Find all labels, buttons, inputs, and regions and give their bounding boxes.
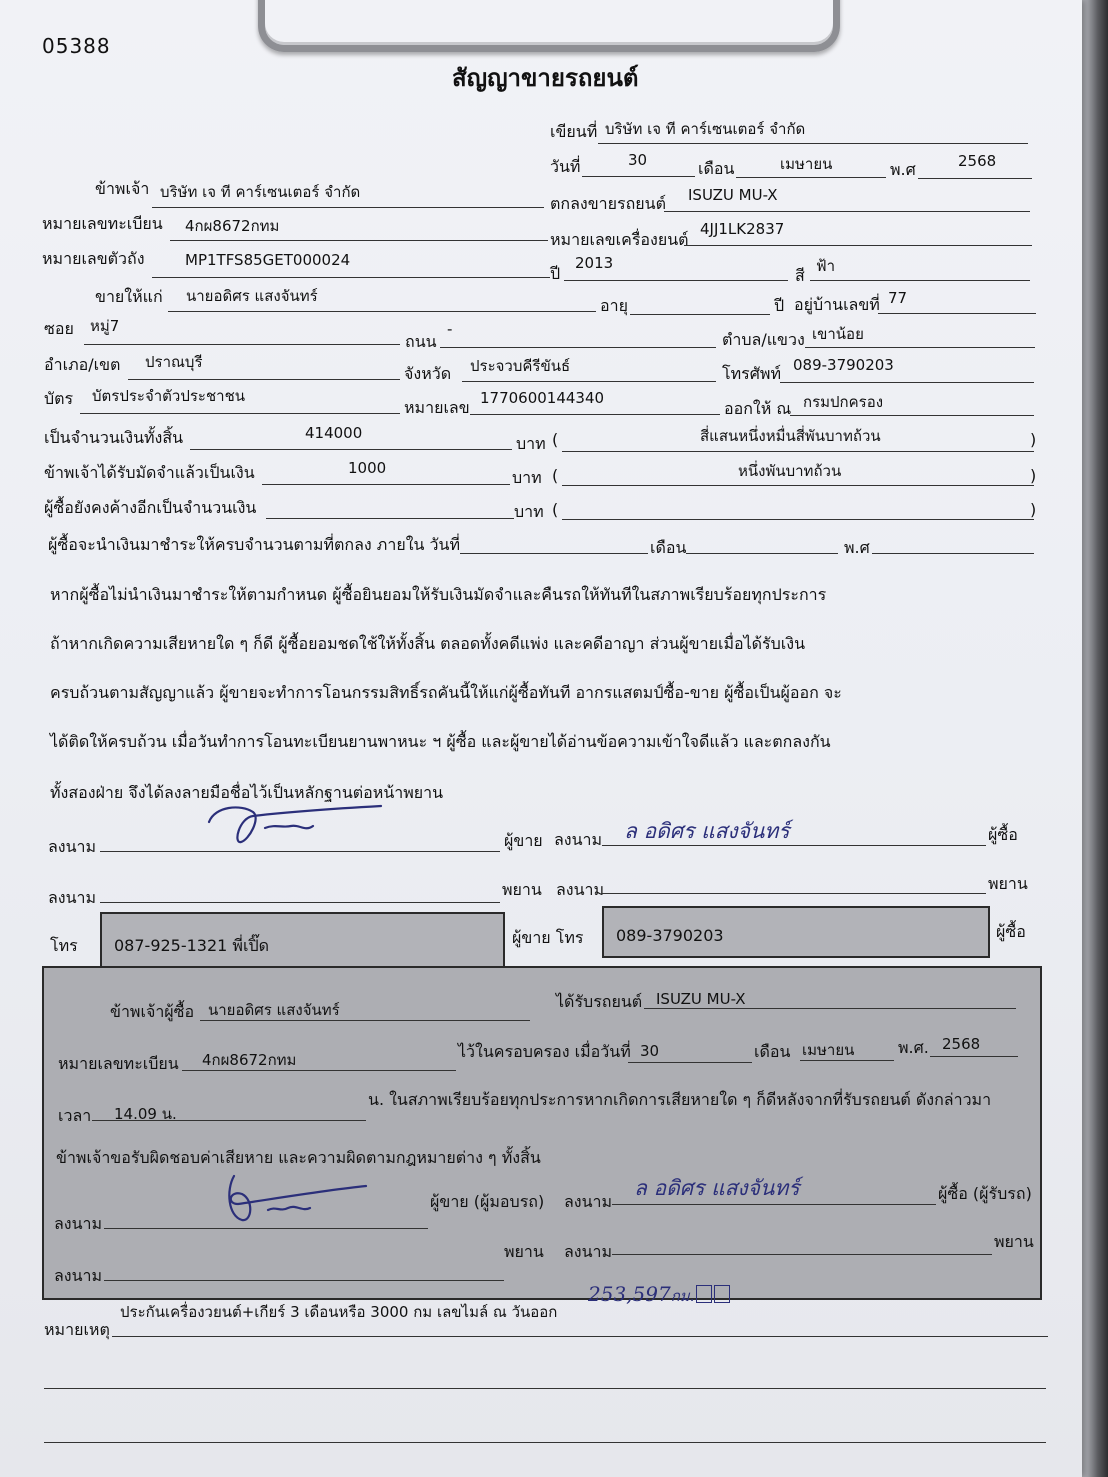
month-line: [736, 177, 886, 178]
age-year-label: ปี: [774, 296, 785, 315]
buyer-name-line: [168, 311, 596, 312]
color-value: ฟ้า: [816, 257, 836, 275]
engine-no-line: [684, 245, 1032, 246]
remark-mileage-unit: กม.: [670, 1287, 695, 1305]
total-open-paren: (: [552, 430, 559, 449]
issued-at-line: [790, 415, 1034, 416]
total-value: 414000: [305, 424, 363, 442]
reg-no-value: 4กผ8672กทม: [185, 217, 280, 235]
month-value: เมษายน: [780, 155, 833, 173]
subdistrict-value: เขาน้อย: [812, 325, 864, 343]
district-value: ปราณบุรี: [145, 353, 203, 371]
receipt-reg-label: หมายเลขทะเบียน: [58, 1054, 179, 1073]
receipt-car-label: ได้รับรถยนต์: [556, 992, 643, 1011]
receipt-time-label: เวลา: [58, 1106, 92, 1125]
district-line: [128, 379, 400, 380]
car-value: ISUZU MU-X: [688, 186, 778, 204]
chassis-no-label: หมายเลขตัวถัง: [42, 249, 145, 268]
remark-mileage-value: 253,597: [588, 1282, 671, 1306]
province-value: ประจวบคีรีขันธ์: [470, 357, 571, 375]
house-no-label: อยู่บ้านเลขที่: [794, 295, 880, 314]
total-close-paren: ): [1030, 430, 1037, 449]
color-label: สี: [795, 266, 805, 285]
receipt-year-line: [930, 1056, 1018, 1057]
seller-signature: [195, 796, 395, 852]
day-label: วันที่: [550, 157, 581, 176]
engine-no-value: 4JJ1LK2837: [700, 220, 785, 238]
deposit-value: 1000: [348, 459, 387, 477]
phone-value: 089-3790203: [793, 356, 894, 374]
buyer-sign-role: ผู้ซื้อ: [988, 825, 1018, 844]
chassis-no-value: MP1TFS85GET000024: [185, 251, 351, 269]
witness-2-sign-label: ลงนาม: [556, 880, 605, 899]
remaining-baht-label: บาท: [514, 502, 544, 521]
year-be-value: 2568: [958, 152, 997, 170]
remaining-label: ผู้ซื้อยังคงค้างอีกเป็นจำนวนเงิน: [44, 498, 257, 517]
remark-line-3: [44, 1442, 1046, 1443]
witness-2-role: พยาน: [988, 874, 1028, 893]
buyer-sign-label: ลงนาม: [554, 830, 603, 849]
remaining-line: [266, 518, 514, 519]
pay-by-year-label: พ.ศ: [844, 538, 870, 557]
receipt-buyer-sign-label: ลงนาม: [564, 1192, 613, 1211]
road-value: -: [447, 320, 453, 338]
remaining-words-line: [562, 519, 1034, 520]
day-line: [582, 176, 695, 177]
written-at-value: บริษัท เจ ที คาร์เซนเตอร์ จำกัด: [605, 120, 806, 138]
pay-by-day-line: [460, 553, 648, 554]
agree-sell-label: ตกลงขายรถยนต์: [550, 194, 666, 213]
remaining-open-paren: (: [552, 500, 559, 519]
deposit-baht-label: บาท: [512, 468, 542, 487]
engine-no-label: หมายเลขเครื่องยนต์: [550, 230, 689, 249]
card-value: บัตรประจำตัวประชาชน: [92, 387, 246, 405]
issued-at-label: ออกให้ ณ: [724, 399, 792, 418]
terms-line-2: ถ้าหากเกิดความเสียหายใด ๆ ก็ดี ผู้ซื้อยอมชดใช้ให้ทั้งสิ้น ตลอดทั้งคดีแพ่ง และคดีอาญา ส่วนผู้ขายเมื่อได้รับเงิน: [50, 634, 806, 653]
receipt-witness-2-line: [612, 1254, 992, 1255]
color-line: [810, 280, 1030, 281]
pay-by-month-line: [686, 553, 838, 554]
province-line: [462, 381, 716, 382]
buyer-tel-value: 089-3790203: [616, 926, 724, 945]
receipt-seller-sign-label: ลงนาม: [54, 1214, 103, 1233]
written-at-label: เขียนที่: [550, 122, 598, 141]
seller-name-value: บริษัท เจ ที คาร์เซนเตอร์ จำกัด: [160, 183, 361, 201]
receipt-buyer-label: ข้าพเจ้าผู้ซื้อ: [110, 1002, 195, 1021]
car-line: [664, 211, 1030, 212]
card-label: บัตร: [44, 389, 74, 408]
receipt-year-value: 2568: [942, 1035, 981, 1053]
year-value: 2013: [575, 254, 614, 272]
receipt-seller-sign-line: [104, 1228, 428, 1229]
soi-label: ซอย: [44, 319, 74, 338]
car-receipt-section: [42, 966, 1042, 1300]
deposit-line: [262, 484, 510, 485]
clipboard-clip: [258, 0, 840, 52]
house-no-line: [878, 313, 1036, 314]
receipt-condition-text: น. ในสภาพเรียบร้อยทุกประการหากเกิดการเสียหายใด ๆ ก็ดีหลังจากที่รับรถยนต์ ดังกล่าวมา: [368, 1090, 992, 1109]
deposit-words-value: หนึ่งพันบาทถ้วน: [738, 462, 842, 480]
receipt-month-label: เดือน: [754, 1042, 791, 1061]
remark-line-1: [112, 1336, 1048, 1337]
buyer-name-value: นายอดิศร แสงจันทร์: [186, 287, 318, 305]
witness-2-sign-line: [602, 893, 986, 894]
road-line: [440, 347, 716, 348]
witness-1-role: พยาน: [502, 880, 542, 899]
terms-line-5: ทั้งสองฝ่าย จึงได้ลงลายมือชื่อไว้เป็นหลักฐานต่อหน้าพยาน: [50, 783, 444, 802]
total-line: [190, 449, 512, 450]
document-number: 05388: [42, 34, 111, 58]
receipt-car-line: [644, 1008, 1016, 1009]
pay-by-label: ผู้ซื้อจะนำเงินมาชำระให้ครบจำนวนตามที่ตกลง ภายใน วันที่: [48, 535, 461, 554]
age-label: อายุ: [600, 296, 628, 315]
year-be-label: พ.ศ: [890, 160, 916, 179]
phone-label: โทรศัพท์: [722, 364, 781, 383]
soi-line: [84, 344, 400, 345]
document-title: สัญญาขายรถยนต์: [452, 64, 639, 92]
card-no-label: หมายเลข: [404, 398, 470, 417]
total-words-line: [562, 451, 1034, 452]
chassis-no-line: [152, 277, 550, 278]
year-label: ปี: [550, 264, 561, 283]
card-line: [80, 413, 400, 414]
house-no-value: 77: [888, 289, 908, 307]
remark-text: ประกันเครื่องวยนต์+เกียร์ 3 เดือนหรือ 3000 กม เลขไมล์ ณ วันออก: [120, 1303, 558, 1321]
receipt-possession-label: ไว้ในครอบครอง เมื่อวันที่: [458, 1042, 631, 1061]
receipt-witness-1-sign-label: ลงนาม: [54, 1266, 103, 1285]
receipt-day-line: [628, 1062, 752, 1063]
receipt-buyer-signature: ล อดิศร แสงจันทร์: [634, 1176, 800, 1200]
pay-by-year-line: [872, 553, 1034, 554]
receipt-month-value: เมษายน: [802, 1041, 855, 1059]
deposit-words-line: [562, 485, 1034, 486]
witness-1-sign-label: ลงนาม: [48, 888, 97, 907]
checkbox-1: [696, 1285, 712, 1303]
total-baht-label: บาท: [516, 434, 546, 453]
receipt-witness-2-role: พยาน: [994, 1232, 1034, 1251]
receipt-time-value: 14.09 น.: [114, 1105, 177, 1123]
card-no-value: 1770600144340: [480, 389, 605, 407]
issued-at-value: กรมปกครอง: [803, 393, 884, 411]
remark-mileage: [588, 1282, 730, 1308]
checkbox-2: [714, 1285, 730, 1303]
month-label: เดือน: [698, 159, 735, 178]
soi-value: หมู่7: [90, 317, 120, 335]
total-label: เป็นจำนวนเงินทั้งสิ้น: [44, 428, 184, 447]
deposit-close-paren: ): [1030, 466, 1037, 485]
receipt-liability-text: ข้าพเจ้าขอรับผิดชอบค่าเสียหาย และความผิดตามกฎหมายต่าง ๆ ทั้งสิ้น: [56, 1148, 541, 1167]
terms-line-4: ได้ติดให้ครบถ้วน เมื่อวันทำการโอนทะเบียนยานพาหนะ ฯ ผู้ซื้อ และผู้ขายได้อ่านข้อความเข้าใจดีแล้ว และตกลงกัน: [50, 732, 831, 751]
receipt-day-value: 30: [640, 1042, 660, 1060]
total-words-value: สี่แสนหนึ่งหมื่นสี่พันบาทถ้วน: [700, 427, 881, 445]
road-label: ถนน: [405, 332, 437, 351]
receipt-buyer-role: ผู้ซื้อ (ผู้รับรถ): [938, 1184, 1032, 1203]
seller-sign-label: ลงนาม: [48, 837, 97, 856]
sell-to-label: ขายให้แก่: [95, 287, 163, 306]
district-label: อำเภอ/เขต: [44, 355, 121, 374]
tel-label: โทร: [50, 936, 78, 955]
seller-tel-value: 087-925-1321 พี่เปิ๊ด: [114, 936, 269, 955]
subdistrict-line: [805, 347, 1035, 348]
seller-tel-box: [100, 912, 505, 968]
year-line: [564, 280, 788, 281]
seller-label: ข้าพเจ้า: [95, 179, 150, 198]
receipt-seller-role: ผู้ขาย (ผู้มอบรถ): [430, 1192, 545, 1211]
witness-1-sign-line: [100, 902, 500, 903]
buyer-tel-box: [602, 906, 990, 958]
written-at-line: [598, 143, 1028, 144]
buyer-signature: ล อดิศร แสงจันทร์: [624, 819, 790, 843]
terms-line-1: หากผู้ซื้อไม่นำเงินมาชำระให้ตามกำหนด ผู้ซื้อยินยอมให้รับเงินมัดจำและคืนรถให้ทันทีในสภาพเรียบร้อยทุกประการ: [50, 585, 827, 604]
remark-line-2: [44, 1388, 1046, 1389]
card-no-line: [470, 414, 720, 415]
remark-label: หมายเหตุ: [44, 1320, 110, 1339]
seller-tel-label: ผู้ขาย โทร: [512, 928, 584, 947]
deposit-label: ข้าพเจ้าได้รับมัดจำแล้วเป็นเงิน: [44, 463, 255, 482]
day-value: 30: [628, 151, 648, 169]
subdistrict-label: ตำบล/แขวง: [722, 330, 805, 349]
seller-sign-role: ผู้ขาย: [504, 831, 543, 850]
receipt-car-value: ISUZU MU-X: [656, 990, 746, 1008]
reg-no-line: [170, 240, 548, 241]
receipt-seller-signature: [216, 1164, 396, 1228]
phone-line: [780, 382, 1034, 383]
receipt-reg-value: 4กผ8672กทม: [202, 1051, 297, 1069]
remaining-close-paren: ): [1030, 500, 1037, 519]
age-line: [630, 314, 770, 315]
reg-no-label: หมายเลขทะเบียน: [42, 214, 163, 233]
terms-line-3: ครบถ้วนตามสัญญาแล้ว ผู้ขายจะทำการโอนกรรมสิทธิ์รถคันนี้ให้แก่ผู้ซื้อทันที อากรแสตมป์ซื้อ-ขาย ผู้ซื้อเป็นผู้ออก จะ: [50, 683, 842, 702]
deposit-open-paren: (: [552, 466, 559, 485]
receipt-year-label: พ.ศ.: [898, 1038, 929, 1057]
pay-by-month-label: เดือน: [650, 538, 687, 557]
buyer-tel-role: ผู้ซื้อ: [996, 922, 1026, 941]
seller-line: [152, 207, 544, 208]
receipt-witness-1-line: [104, 1280, 504, 1281]
receipt-witness-2-sign-label: ลงนาม: [564, 1242, 613, 1261]
receipt-witness-1-role: พยาน: [504, 1242, 544, 1261]
province-label: จังหวัด: [404, 364, 452, 383]
year-be-line: [918, 178, 1032, 179]
receipt-buyer-value: นายอดิศร แสงจันทร์: [208, 1001, 340, 1019]
